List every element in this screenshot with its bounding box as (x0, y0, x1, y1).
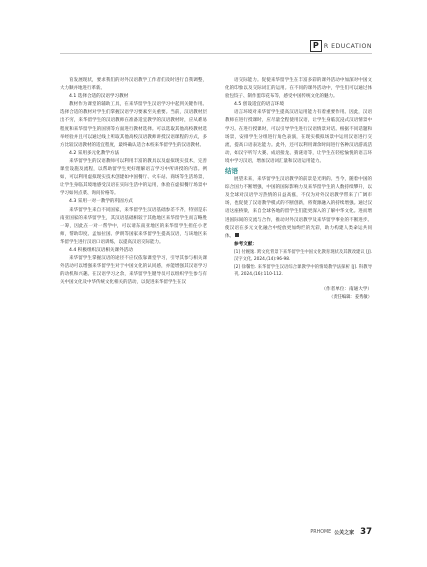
paragraph: 教材作为课堂的辅助工具，在来华留学生汉语学习中起到关键作用。选择合适的教材对学生们掌握汉语学习要素至关重要。当前，汉语教材层出不穷，来华留学生的汉语教师在准备适宜教学的汉语教材时，应从难易程度和来华留学生的国别等方面进行教材选择。可以选取其他高校教材选举经验并且可以通过线上听取其他高校汉语教师讲授汉语课程的方式，多方比较汉语教材的适宜程度，最终确认适合本校来华留学生的汉语教材。 (60, 102, 207, 148)
paragraph: 来华留学生掌握汉语的途径不应仅依靠课堂学习，引导其参与相关课外活动可以增强来华留学生对于中国文化的认同感，亦能增强其汉语学习的动机和兴趣。在汉语学习之余，来华留学生键导员可以组织学生参与有关中国文化及中华传统文化相关的活动，以促进来华留学生在汉 (60, 256, 207, 286)
footer-brand-cn: 公关之家 (334, 529, 355, 536)
header-divider (60, 53, 372, 54)
paragraph: 来华留学生的汉语教师可以利用丰富的教具以及虚拟现实技术，完善课堂设施及流程，以帮助留学生更好理解语言学习中所讲授的内容。例如，可以利用虚拟现实技术创建如中国餐厅、火车站、商场等生活场景，让学生身临其境地感受汉语在实际生活中的运用，体验在虚拟餐厅场景中学习如何点菜、询问价格等。 (60, 158, 207, 197)
references-title: 参考文献： (234, 241, 257, 247)
left-column (60, 77, 207, 287)
paragraph: 来华留学生来自不同国家，来华留学生汉语基础参差不齐，特别是东南亚国家的来华留学生，其汉语基础相较于其他地区来华留学生而言略胜一筹，因此在一对一帮学中，可以请东南亚地区的来华留学生担任小老师，帮助印度、孟加拉国、伊朗等国家来华留学生提高汉语，与该地区来华留学生进行汉语口语训练，以提高汉语交际能力。 (60, 207, 207, 245)
section-heading: 4.1 选择合适的汉语学习教材 (69, 94, 129, 100)
paragraph (225, 176, 372, 241)
journal-logo-letter: P (310, 40, 322, 52)
paragraph: 育发展现状，要求我们的对外汉语教学工作者们及时进行自我调整，大力顺并地进行革新。 (60, 78, 207, 92)
end-mark-icon (235, 233, 239, 237)
section-heading: 4.4 积极组织汉语相关课外活动 (69, 247, 133, 253)
page-footer (310, 527, 372, 537)
right-column (225, 77, 372, 302)
conclusion-heading: 结语 (225, 167, 238, 176)
running-header (310, 40, 372, 52)
reference-item: [1] 付婉逸. 跨文化背景下来华留学生中国文化教育现状及其教改建议 [J]. 汉字文化, 2024,(14):96-98. (234, 249, 372, 263)
reference-item: [2] 徐馨怡. 来华留学生汉语综合课教学中的情境教学法探析 [J]. 科教导刊, 2024,(16):110-112. (234, 264, 372, 277)
responsible-editor: （责任编辑：姜秀敏） (329, 295, 372, 301)
section-heading: 4.3 采用一对一教学的巩固方式 (69, 199, 133, 205)
page-number: 37 (360, 527, 372, 537)
footer-brand: PRHOME (310, 529, 332, 535)
conclusion-text: 展望未来，来华留学生汉语教学的前景是光明的。当今，随着中国的综合国力不断增强，中国的国际影响力及来华留学生的人数持续攀升，以及全球对汉语学习热情的日益高涨，不仅为对外汉语教学带来了广阔市场，也促使了汉语教学模式的不断创新，将资源融入的持续增强。通过汉语这座桥梁，来自全球各地的留学生们能更深入的了解中华文化。进而增进国际间的交流与合作，推动对外汉语教学及来华留学事业的不断进步。使汉语在多元文化融合中绽放更加绚烂的光彩，助力构建人类命运共同体。 (225, 177, 372, 239)
section-heading: 4.5 创设适宜的语言环境 (234, 102, 285, 108)
section-heading: 4.2 采用多元化教学方法 (69, 150, 120, 156)
paragraph: 语交际能力。促使来华留学生在丰富多彩的课外活动中加深对中国文化的印象以及交际词汇的运用。在不同的课外活动中，学生们可以通过体验包饺子、制作蛋印花布等，感受中国传统文化的魅力。 (225, 78, 372, 100)
section-label: R EDUCATION (323, 42, 372, 50)
author-affiliation: （作者单位：南通大学） (321, 287, 372, 293)
paragraph: 语言环境对来华留学生提高汉语运用能力有着重要作用。因此，汉语教师在进行授课时，应尽量全程使用汉语，让学生身临沉浸式汉语情景中学习。在进行授课时，可以引导学生进行汉语情景对话。根据不同话题和场景，安排学生分组进行角色表演，在现实模拟场景中运用汉语进行交流，提高口语表达能力。此外，还可以利用课余时间进行各种汉语游戏活动，如汉字听写大赛、成语接龙、猜谜语等，让学生在轻松愉悦的语言环境中学习汉语，增加汉语词汇量和汉语运用能力。 (225, 110, 372, 164)
